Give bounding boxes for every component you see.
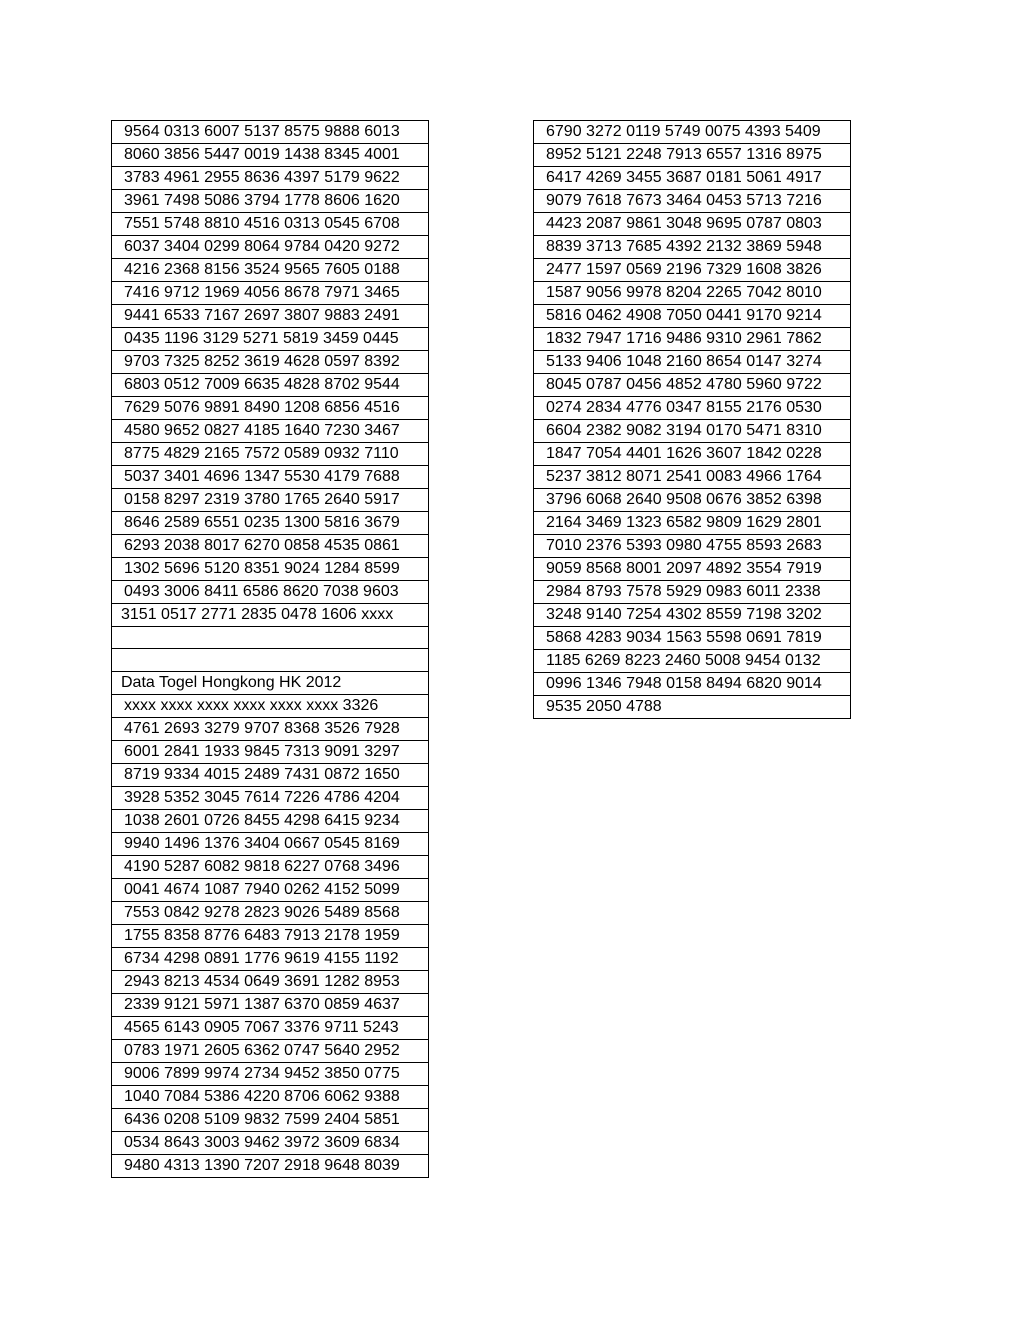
table-row	[534, 351, 851, 374]
table-row	[534, 558, 851, 581]
table-cell: 5037 3401 4696 1347 5530 4179 7688	[112, 466, 429, 489]
table-cell: 0493 3006 8411 6586 8620 7038 9603	[112, 581, 429, 604]
table-cell: 6436 0208 5109 9832 7599 2404 5851	[112, 1108, 429, 1131]
table-cell: 9059 8568 8001 2097 4892 3554 7919	[534, 558, 851, 581]
table-cell: 6001 2841 1933 9845 7313 9091 3297	[112, 740, 429, 763]
table-cell: 0783 1971 2605 6362 0747 5640 2952	[112, 1039, 429, 1062]
table-row	[112, 374, 429, 397]
table-row	[534, 121, 851, 144]
table-cell: 9703 7325 8252 3619 4628 0597 8392	[112, 351, 429, 374]
table-cell: 2339 9121 5971 1387 6370 0859 4637	[112, 993, 429, 1016]
left-table-body	[112, 121, 429, 1178]
table-row	[112, 694, 429, 717]
table-cell: 7010 2376 5393 0980 4755 8593 2683	[534, 535, 851, 558]
table-row	[112, 1062, 429, 1085]
table-cell: 1755 8358 8776 6483 7913 2178 1959	[112, 924, 429, 947]
table-row	[112, 144, 429, 167]
table-row	[534, 190, 851, 213]
table-cell: 6803 0512 7009 6635 4828 8702 9544	[112, 374, 429, 397]
table-cell: 9006 7899 9974 2734 9452 3850 0775	[112, 1062, 429, 1085]
table-cell: 5868 4283 9034 1563 5598 0691 7819	[534, 627, 851, 650]
table-cell: 7551 5748 8810 4516 0313 0545 6708	[112, 213, 429, 236]
left-number-table	[111, 120, 429, 1178]
table-cell: 5816 0462 4908 7050 0441 9170 9214	[534, 305, 851, 328]
table-row	[534, 443, 851, 466]
table-row	[534, 581, 851, 604]
table-row	[112, 671, 429, 694]
table-cell: 0041 4674 1087 7940 0262 4152 5099	[112, 878, 429, 901]
table-cell: 8839 3713 7685 4392 2132 3869 5948	[534, 236, 851, 259]
table-row	[112, 832, 429, 855]
table-row	[112, 420, 429, 443]
table-row	[534, 535, 851, 558]
table-cell: 0996 1346 7948 0158 8494 6820 9014	[534, 673, 851, 696]
table-row	[112, 489, 429, 512]
table-row	[112, 121, 429, 144]
table-row	[112, 763, 429, 786]
table-cell: 2984 8793 7578 5929 0983 6011 2338	[534, 581, 851, 604]
table-cell: 1847 7054 4401 1626 3607 1842 0228	[534, 443, 851, 466]
table-cell: 8060 3856 5447 0019 1438 8345 4001	[112, 144, 429, 167]
table-cell: 5133 9406 1048 2160 8654 0147 3274	[534, 351, 851, 374]
table-row	[112, 512, 429, 535]
table-cell: 4761 2693 3279 9707 8368 3526 7928	[112, 717, 429, 740]
table-cell: 4423 2087 9861 3048 9695 0787 0803	[534, 213, 851, 236]
table-row	[112, 993, 429, 1016]
table-row	[112, 970, 429, 993]
table-cell: 9535 2050 4788	[534, 696, 851, 719]
table-row	[112, 1108, 429, 1131]
table-cell: 7553 0842 9278 2823 9026 5489 8568	[112, 901, 429, 924]
table-row	[112, 190, 429, 213]
table-cell: 8045 0787 0456 4852 4780 5960 9722	[534, 374, 851, 397]
table-cell: 5237 3812 8071 2541 0083 4966 1764	[534, 466, 851, 489]
table-cell: 8646 2589 6551 0235 1300 5816 3679	[112, 512, 429, 535]
table-row	[534, 420, 851, 443]
table-row	[112, 305, 429, 328]
table-row	[112, 535, 429, 558]
table-row	[112, 924, 429, 947]
table-row	[112, 627, 429, 649]
table-row	[534, 305, 851, 328]
table-row	[112, 1154, 429, 1177]
table-row	[112, 717, 429, 740]
table-cell: 9079 7618 7673 3464 0453 5713 7216	[534, 190, 851, 213]
table-row	[534, 696, 851, 719]
table-row	[112, 649, 429, 671]
table-row	[534, 328, 851, 351]
section-heading: 3151 0517 2771 2835 0478 1606 xxxx	[112, 604, 429, 627]
table-row	[534, 466, 851, 489]
table-cell: 2164 3469 1323 6582 9809 1629 2801	[534, 512, 851, 535]
table-cell: 7629 5076 9891 8490 1208 6856 4516	[112, 397, 429, 420]
table-cell: 6790 3272 0119 5749 0075 4393 5409	[534, 121, 851, 144]
table-row	[534, 213, 851, 236]
table-cell: 1038 2601 0726 8455 4298 6415 9234	[112, 809, 429, 832]
table-cell: 0274 2834 4776 0347 8155 2176 0530	[534, 397, 851, 420]
table-cell: 0435 1196 3129 5271 5819 3459 0445	[112, 328, 429, 351]
table-row	[112, 236, 429, 259]
table-row	[112, 443, 429, 466]
table-cell: 4580 9652 0827 4185 1640 7230 3467	[112, 420, 429, 443]
table-cell: 3248 9140 7254 4302 8559 7198 3202	[534, 604, 851, 627]
table-row	[112, 558, 429, 581]
table-row	[112, 1016, 429, 1039]
table-row	[112, 351, 429, 374]
table-cell: 4565 6143 0905 7067 3376 9711 5243	[112, 1016, 429, 1039]
table-row	[112, 740, 429, 763]
table-row	[112, 1131, 429, 1154]
table-row	[112, 328, 429, 351]
table-cell: 2943 8213 4534 0649 3691 1282 8953	[112, 970, 429, 993]
table-cell	[112, 627, 429, 649]
table-row	[112, 466, 429, 489]
table-cell: 8952 5121 2248 7913 6557 1316 8975	[534, 144, 851, 167]
left-table	[111, 120, 429, 1178]
table-cell: 8775 4829 2165 7572 0589 0932 7110	[112, 443, 429, 466]
table-cell: 9940 1496 1376 3404 0667 0545 8169	[112, 832, 429, 855]
table-cell: 9480 4313 1390 7207 2918 9648 8039	[112, 1154, 429, 1177]
table-cell: 4216 2368 8156 3524 9565 7605 0188	[112, 259, 429, 282]
table-row	[112, 809, 429, 832]
table-row	[112, 397, 429, 420]
table-row	[534, 397, 851, 420]
table-cell: 6417 4269 3455 3687 0181 5061 4917	[534, 167, 851, 190]
table-row	[112, 901, 429, 924]
table-row	[534, 512, 851, 535]
table-row	[112, 878, 429, 901]
table-row	[534, 236, 851, 259]
table-row	[112, 604, 429, 627]
table-cell: 4190 5287 6082 9818 6227 0768 3496	[112, 855, 429, 878]
table-row	[112, 282, 429, 305]
table-cell: 9564 0313 6007 5137 8575 9888 6013	[112, 121, 429, 144]
table-cell: 7416 9712 1969 4056 8678 7971 3465	[112, 282, 429, 305]
table-row	[534, 650, 851, 673]
table-cell: 3961 7498 5086 3794 1778 8606 1620	[112, 190, 429, 213]
table-row	[112, 213, 429, 236]
table-cell: 9441 6533 7167 2697 3807 9883 2491	[112, 305, 429, 328]
table-row	[534, 604, 851, 627]
table-cell: 6734 4298 0891 1776 9619 4155 1192	[112, 947, 429, 970]
table-cell: 1832 7947 1716 9486 9310 2961 7862	[534, 328, 851, 351]
right-number-table	[533, 120, 851, 719]
table-row	[534, 259, 851, 282]
table-cell: 6037 3404 0299 8064 9784 0420 9272	[112, 236, 429, 259]
table-row	[112, 1085, 429, 1108]
table-cell: 3783 4961 2955 8636 4397 5179 9622	[112, 167, 429, 190]
table-row	[112, 786, 429, 809]
section-heading: Data Togel Hongkong HK 2012	[112, 671, 429, 694]
table-row	[534, 144, 851, 167]
table-cell: 6604 2382 9082 3194 0170 5471 8310	[534, 420, 851, 443]
table-cell: 2477 1597 0569 2196 7329 1608 3826	[534, 259, 851, 282]
table-row	[534, 673, 851, 696]
table-cell: 1185 6269 8223 2460 5008 9454 0132	[534, 650, 851, 673]
table-cell: 3796 6068 2640 9508 0676 3852 6398	[534, 489, 851, 512]
table-cell: 1302 5696 5120 8351 9024 1284 8599	[112, 558, 429, 581]
table-row	[112, 259, 429, 282]
table-row	[112, 947, 429, 970]
table-cell: xxxx xxxx xxxx xxxx xxxx xxxx 3326	[112, 694, 429, 717]
table-cell: 1040 7084 5386 4220 8706 6062 9388	[112, 1085, 429, 1108]
table-row	[112, 581, 429, 604]
table-cell	[112, 649, 429, 671]
table-cell: 0534 8643 3003 9462 3972 3609 6834	[112, 1131, 429, 1154]
table-row	[534, 489, 851, 512]
table-row	[534, 627, 851, 650]
table-row	[112, 1039, 429, 1062]
table-row	[534, 282, 851, 305]
table-cell: 6293 2038 8017 6270 0858 4535 0861	[112, 535, 429, 558]
table-cell: 8719 9334 4015 2489 7431 0872 1650	[112, 763, 429, 786]
table-row	[534, 167, 851, 190]
table-cell: 3928 5352 3045 7614 7226 4786 4204	[112, 786, 429, 809]
table-row	[534, 374, 851, 397]
table-row	[112, 167, 429, 190]
right-table-body	[534, 121, 851, 719]
table-cell: 0158 8297 2319 3780 1765 2640 5917	[112, 489, 429, 512]
table-cell: 1587 9056 9978 8204 2265 7042 8010	[534, 282, 851, 305]
right-table	[533, 120, 851, 719]
table-row	[112, 855, 429, 878]
